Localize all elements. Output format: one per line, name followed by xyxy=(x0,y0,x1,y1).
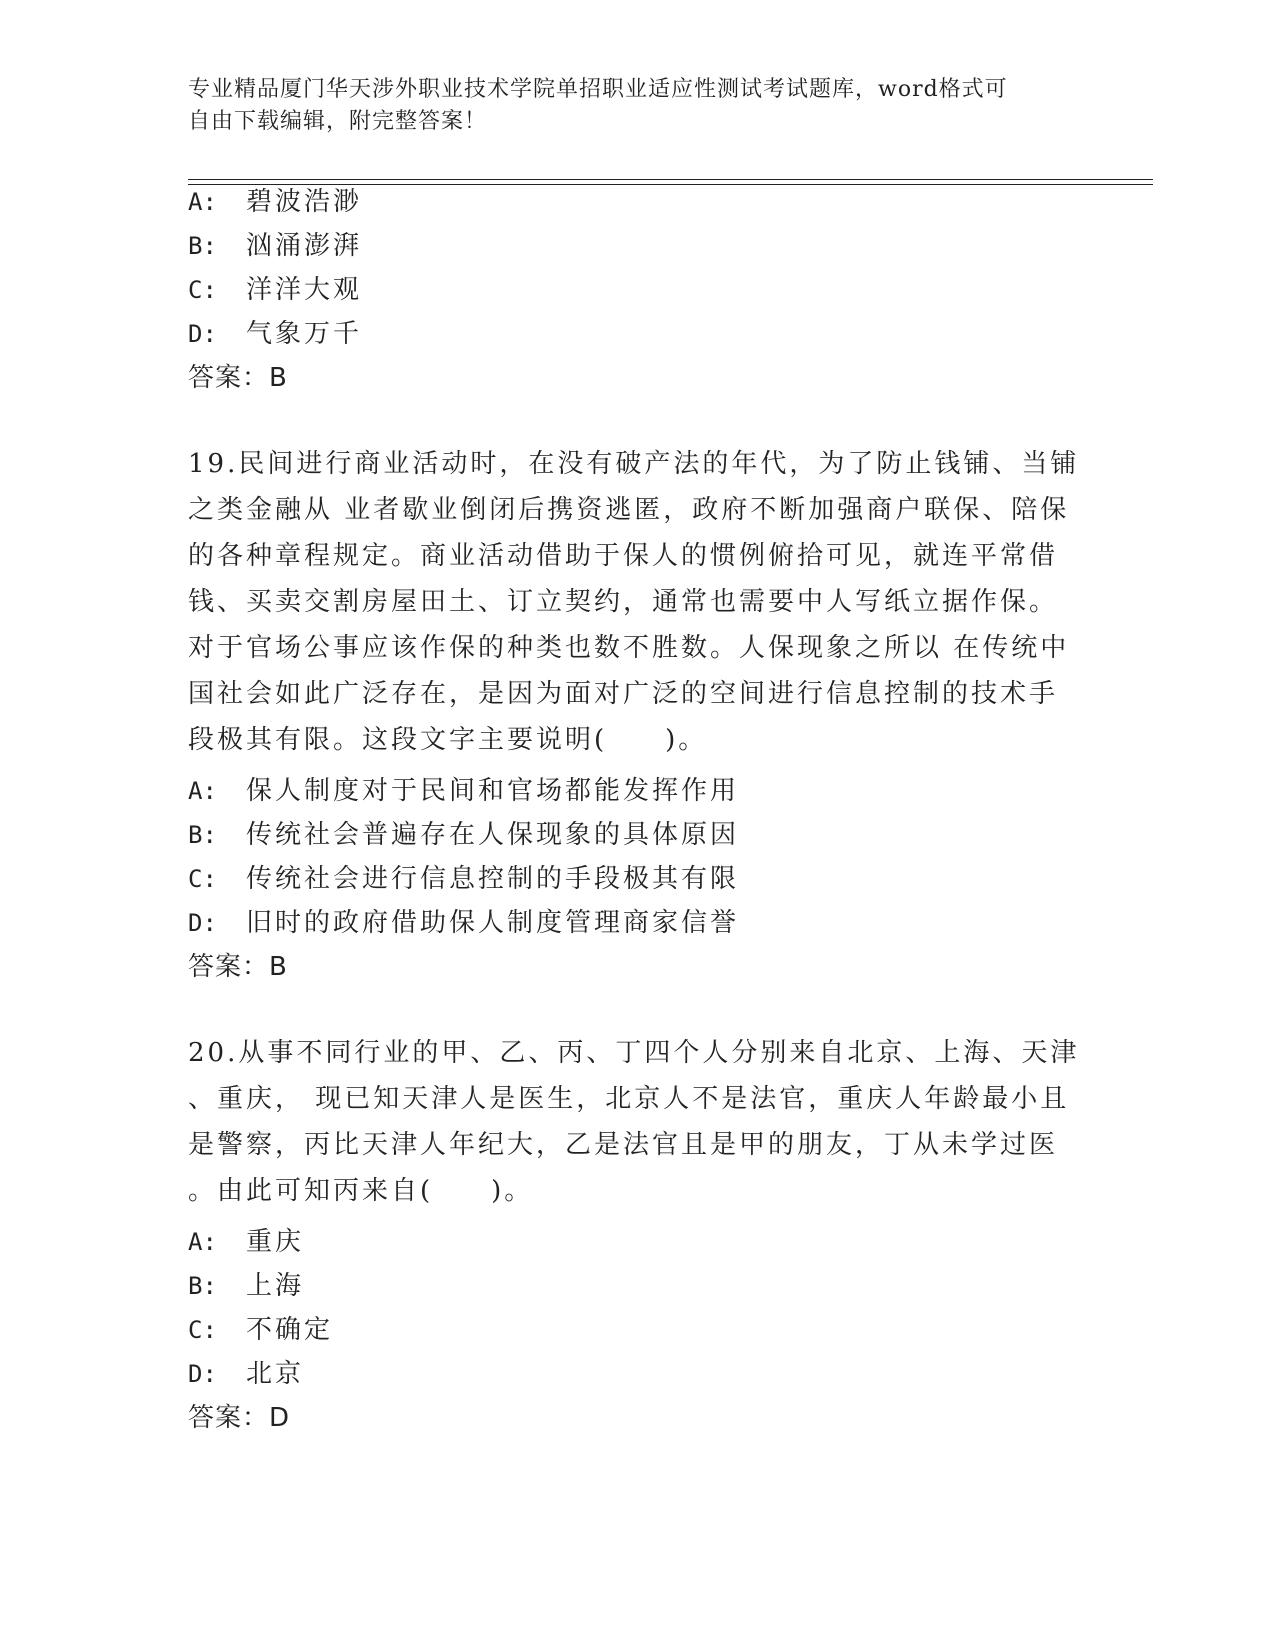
q18-option-a xyxy=(188,182,362,222)
option-letter: A: xyxy=(188,777,217,805)
option-text: 气象万千 xyxy=(246,319,363,349)
q19-line: 国社会如此广泛存在，是因为面对广泛的空间进行信息控制的技术手 xyxy=(188,679,1059,709)
option-text: 上海 xyxy=(246,1271,305,1301)
option-letter: C: xyxy=(188,1316,217,1344)
q19-option-c xyxy=(188,859,739,899)
q18-answer: 答案：B xyxy=(188,363,288,393)
q18-option-b xyxy=(188,226,362,266)
option-text: 传统社会普遍存在人保现象的具体原因 xyxy=(246,820,740,850)
option-letter: A: xyxy=(188,188,217,216)
option-letter: B: xyxy=(188,821,217,849)
q19-line: 对于官场公事应该作保的种类也数不胜数。人保现象之所以 在传统中 xyxy=(188,633,1070,663)
option-letter: C: xyxy=(188,865,217,893)
q20-answer: 答案：D xyxy=(188,1403,291,1433)
q19-stem xyxy=(188,441,1078,763)
option-text: 保人制度对于民间和官场都能发挥作用 xyxy=(246,776,740,806)
option-letter: B: xyxy=(188,232,217,260)
option-letter: C: xyxy=(188,276,217,304)
q19-answer: 答案：B xyxy=(188,952,288,982)
q20-stem xyxy=(188,1030,1078,1214)
q19-option-a xyxy=(188,771,739,811)
q20-option-d xyxy=(188,1354,304,1394)
option-text: 不确定 xyxy=(246,1315,334,1345)
header-line-1: 专业精品厦门华天涉外职业技术学院单招职业适应性测试考试题库，word格式可 xyxy=(188,77,1008,102)
option-text: 碧波浩渺 xyxy=(246,187,363,217)
q20-option-a xyxy=(188,1222,304,1262)
option-letter: D: xyxy=(188,1360,217,1388)
option-letter: A: xyxy=(188,1228,217,1256)
q19-line: 之类金融从 业者歇业倒闭后携资逃匿，政府不断加强商户联保、陪保 xyxy=(188,495,1070,525)
q19-option-b xyxy=(188,815,739,855)
option-letter: D: xyxy=(188,320,217,348)
q20-line: 。由此可知丙来自( )。 xyxy=(188,1176,534,1206)
q20-option-b xyxy=(188,1266,304,1306)
option-text: 旧时的政府借助保人制度管理商家信誉 xyxy=(246,908,740,938)
q20-line: 20.从事不同行业的甲、乙、丙、丁四个人分别来自北京、上海、天津 xyxy=(188,1038,1080,1068)
q20-line: 、重庆， 现已知天津人是医生，北京人不是法官，重庆人年龄最小且 xyxy=(188,1084,1070,1114)
option-text: 洋洋大观 xyxy=(246,275,363,305)
q19-option-d xyxy=(188,903,739,943)
q19-line: 19.民间进行商业活动时，在没有破产法的年代，为了防止钱铺、当铺 xyxy=(188,449,1080,479)
option-letter: B: xyxy=(188,1272,217,1300)
q20-line: 是警察，丙比天津人年纪大，乙是法官且是甲的朋友，丁从未学过医 xyxy=(188,1130,1059,1160)
option-text: 重庆 xyxy=(246,1227,305,1257)
q19-line: 的各种章程规定。商业活动借助于保人的惯例俯拾可见，就连平常借 xyxy=(188,541,1059,571)
q20-option-c xyxy=(188,1310,333,1350)
q19-line: 钱、买卖交割房屋田土、订立契约，通常也需要中人写纸立据作保。 xyxy=(188,587,1059,617)
q18-option-c xyxy=(188,270,362,310)
q19-line: 段极其有限。这段文字主要说明( )。 xyxy=(188,725,708,755)
option-text: 传统社会进行信息控制的手段极其有限 xyxy=(246,864,740,894)
header-line-2: 自由下载编辑，附完整答案！ xyxy=(188,109,488,134)
option-text: 北京 xyxy=(246,1359,305,1389)
option-text: 汹涌澎湃 xyxy=(246,231,363,261)
option-letter: D: xyxy=(188,909,217,937)
q18-option-d xyxy=(188,314,362,354)
page-header xyxy=(188,74,1088,138)
